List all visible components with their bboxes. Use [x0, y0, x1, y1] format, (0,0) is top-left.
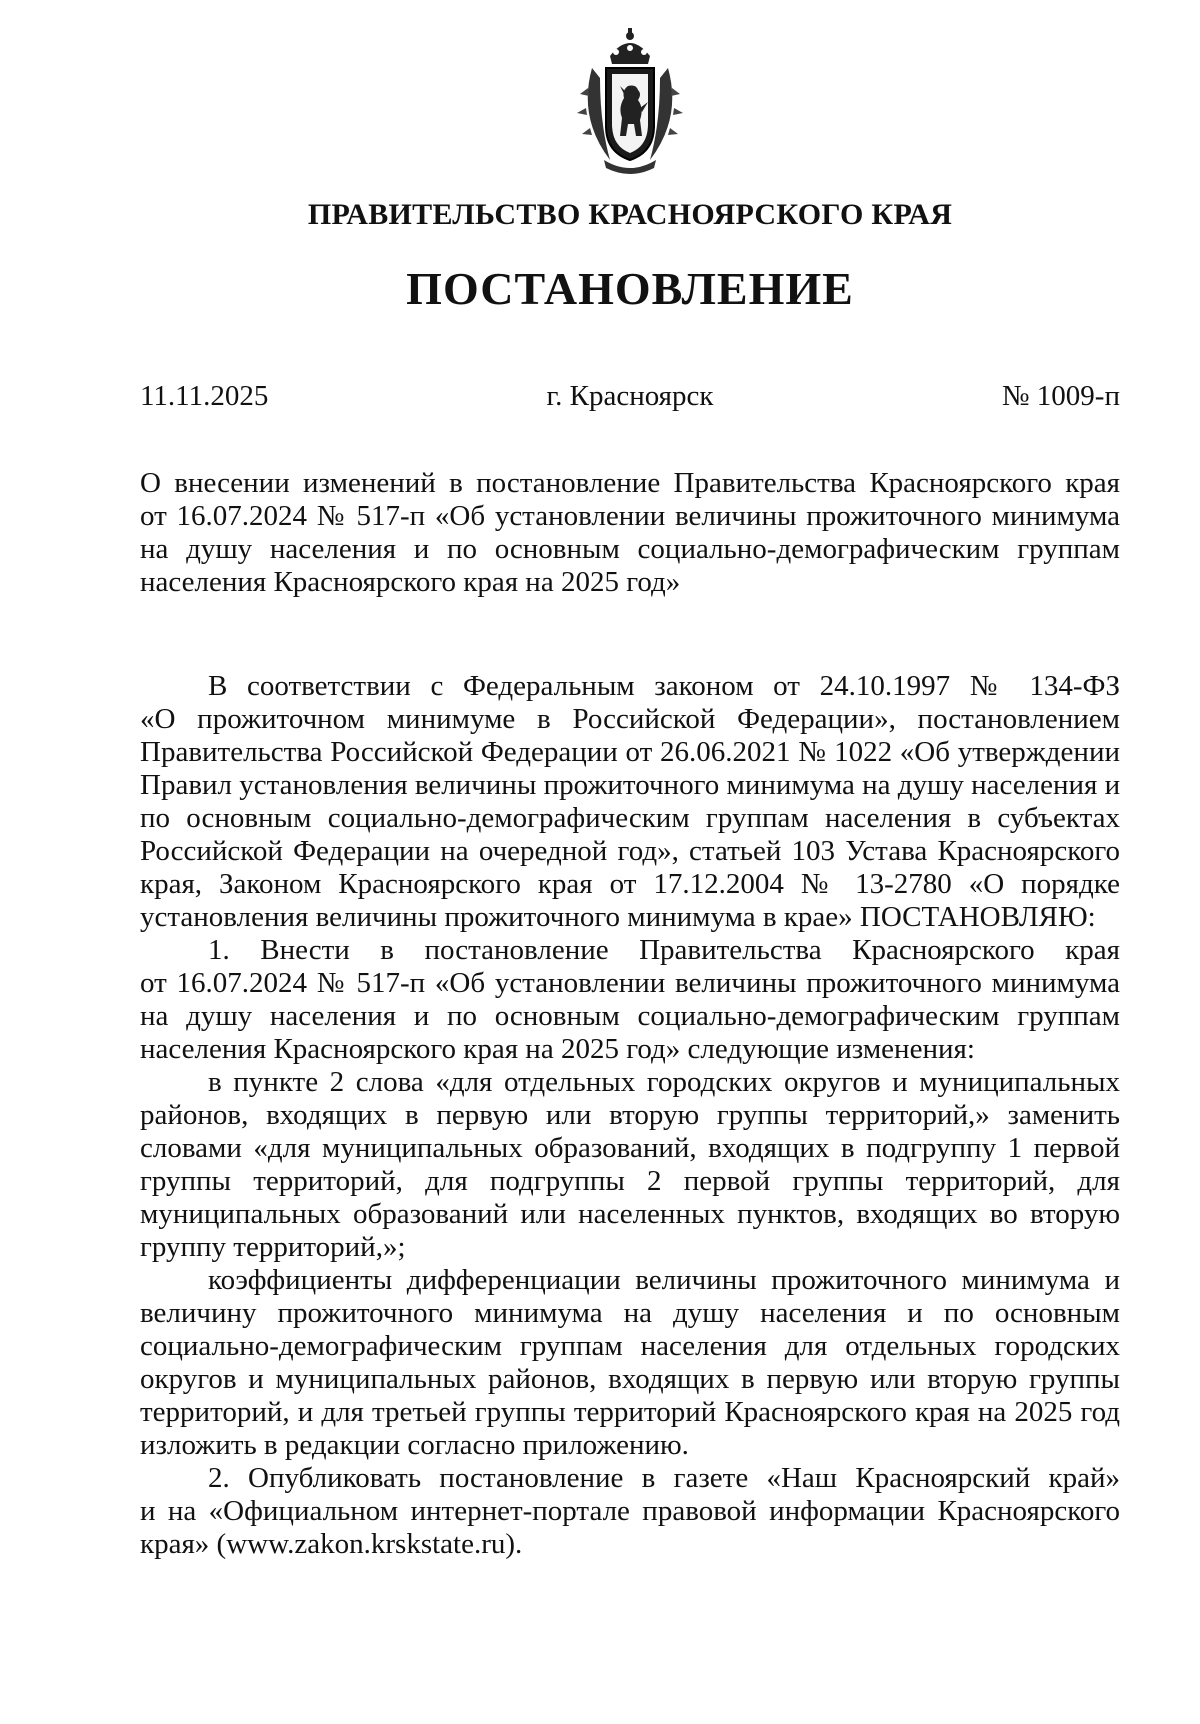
document-body	[140, 670, 1120, 1561]
body-line: изложить в редакции согласно приложению.	[140, 1429, 689, 1461]
body-line: словами «для муниципальных образований, входящих в подгруппу 1 первой	[140, 1132, 1120, 1164]
body-line: от 16.07.2024 № 517-п «Об установлении величины прожиточного минимума	[140, 967, 1120, 999]
body-line: территорий, и для третьей группы территорий Красноярского края на 2025 год	[140, 1396, 1120, 1428]
document-subject	[140, 467, 1120, 599]
body-line: Правил установления величины прожиточного минимума на душу населения и	[140, 769, 1121, 801]
government-title: ПРАВИТЕЛЬСТВО КРАСНОЯРСКОГО КРАЯ	[307, 198, 953, 231]
body-line: муниципальных образований или населенных пунктов, входящих во вторую	[140, 1198, 1120, 1230]
coat-of-arms-emblem	[570, 28, 690, 178]
body-line: Российской Федерации на очередной год», статьей 103 Устава Красноярского	[140, 835, 1120, 867]
body-line: и на «Официальном интернет-портале правовой информации Красноярского	[140, 1495, 1120, 1527]
body-line: установления величины прожиточного минимума в крае» ПОСТАНОВЛЯЮ:	[140, 901, 1096, 933]
body-line: группы территорий, для подгруппы 2 первой группы территорий, для	[140, 1165, 1120, 1197]
body-line: 2. Опубликовать постановление в газете «Наш Красноярский край»	[208, 1462, 1120, 1494]
body-line: районов, входящих в первую или вторую группы территорий,» заменить	[140, 1099, 1120, 1131]
body-line: величину прожиточного минимума на душу населения и по основным	[140, 1297, 1120, 1329]
body-line: социально-демографическим группам населения для отдельных городских	[140, 1330, 1120, 1362]
subject-line: от 16.07.2024 № 517-п «Об установлении величины прожиточного минимума	[140, 500, 1120, 532]
document-number: № 1009-п	[1001, 380, 1120, 412]
body-line: округов и муниципальных районов, входящих в первую или вторую группы	[140, 1363, 1120, 1395]
body-line: коэффициенты дифференциации величины прожиточного минимума и	[208, 1264, 1120, 1296]
body-line: края» (www.zakon.krskstate.ru).	[140, 1528, 523, 1560]
body-line: группу территорий,»;	[140, 1231, 406, 1263]
subject-line: на душу населения и по основным социально-демографическим группам	[140, 533, 1120, 565]
document-date: 11.11.2025	[140, 380, 269, 412]
body-line: 1. Внести в постановление Правительства Красноярского края	[208, 934, 1120, 966]
subject-line: населения Красноярского края на 2025 год»	[140, 566, 681, 598]
body-line: на душу населения и по основным социально-демографическим группам	[140, 1000, 1120, 1032]
body-line: Правительства Российской Федерации от 26.06.2021 № 1022 «Об утверждении	[140, 736, 1120, 768]
subject-line: О внесении изменений в постановление Правительства Красноярского края	[140, 467, 1120, 499]
body-line: В соответствии с Федеральным законом от 24.10.1997 № 134-ФЗ	[208, 670, 1120, 702]
body-line: «О прожиточном минимуме в Российской Федерации», постановлением	[140, 703, 1120, 735]
document-city: г. Красноярск	[546, 380, 714, 412]
document-type-heading: ПОСТАНОВЛЕНИЕ	[406, 263, 854, 314]
document-meta-row	[140, 380, 1120, 420]
body-line: населения Красноярского края на 2025 год» следующие изменения:	[140, 1033, 975, 1065]
body-line: в пункте 2 слова «для отдельных городских округов и муниципальных	[208, 1066, 1120, 1098]
body-line: по основным социально-демографическим группам населения в субъектах	[140, 802, 1120, 834]
body-line: края, Законом Красноярского края от 17.12.2004 № 13-2780 «О порядке	[140, 868, 1120, 900]
